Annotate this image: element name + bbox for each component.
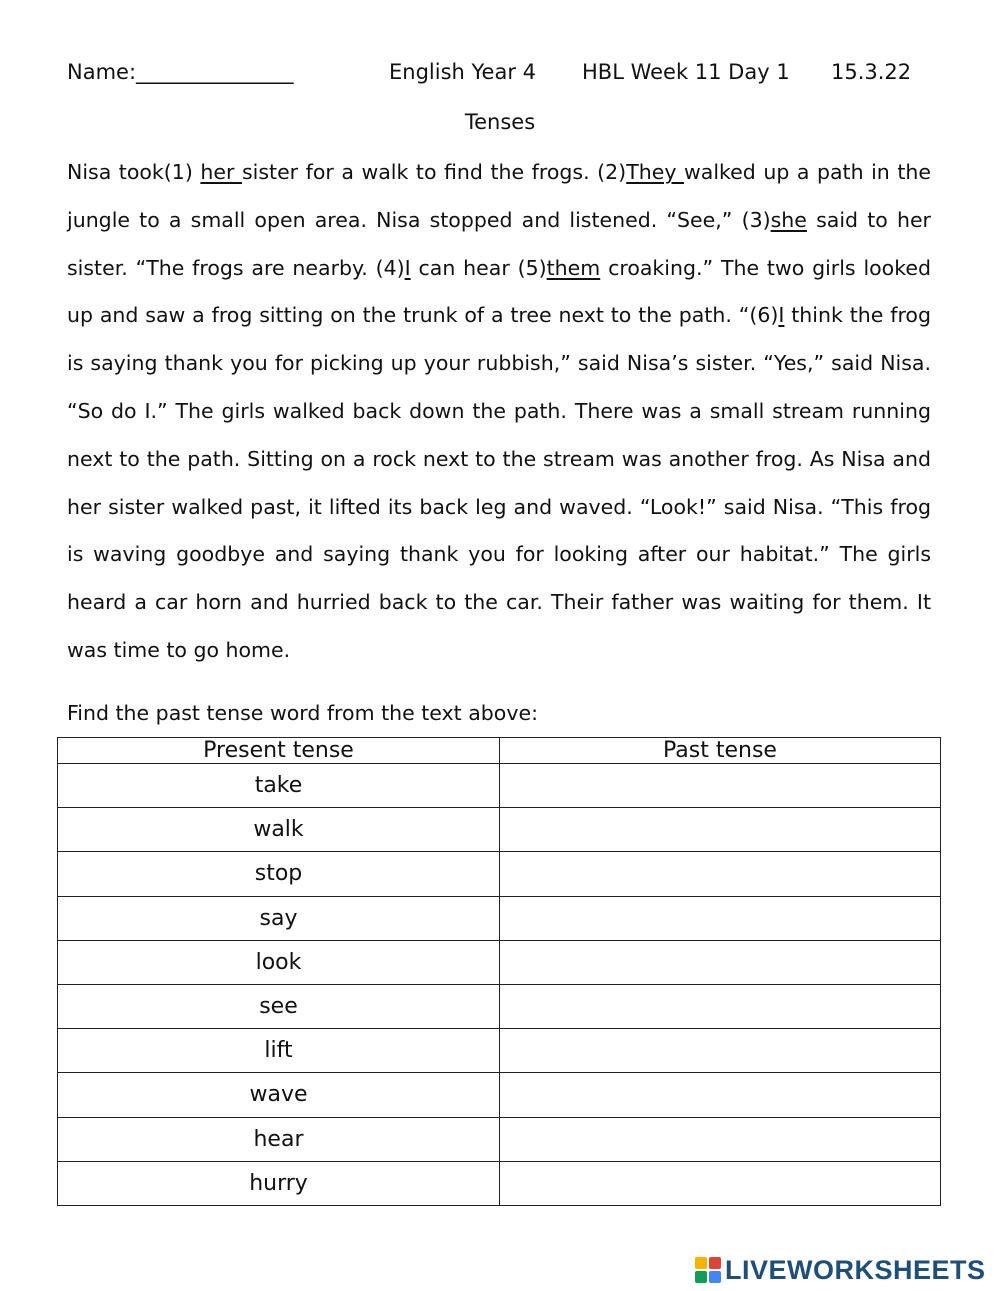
page-title: Tenses — [464, 110, 536, 134]
present-tense-cell: see — [58, 984, 500, 1028]
reading-passage — [67, 149, 931, 675]
present-tense-cell: hurry — [58, 1161, 500, 1205]
past-tense-answer-cell[interactable] — [500, 984, 941, 1028]
table-row — [58, 896, 941, 940]
table-row — [58, 808, 941, 852]
present-tense-cell: lift — [58, 1029, 500, 1073]
underlined-pronoun: she — [770, 207, 807, 232]
logo-block — [709, 1271, 721, 1283]
logo-block — [695, 1271, 707, 1283]
table-row — [58, 852, 941, 896]
logo-text: LIVEWORKSHEETS — [725, 1254, 986, 1285]
passage-text: can hear (5) — [410, 255, 547, 280]
present-tense-cell: stop — [58, 852, 500, 896]
table-row — [58, 1029, 941, 1073]
present-tense-cell: walk — [58, 808, 500, 852]
present-tense-header: Present tense — [58, 738, 500, 764]
passage-text: walked up a path in the jungle to a small open area. Nisa stopped and listened. “See,” (3) — [67, 160, 931, 232]
underlined-pronoun: I — [778, 303, 785, 328]
present-tense-cell: take — [58, 764, 500, 808]
table-row — [58, 1117, 941, 1161]
past-tense-answer-cell[interactable] — [500, 764, 941, 808]
past-tense-answer-cell[interactable] — [500, 852, 941, 896]
passage-text: think the frog is saying thank you for picking up your rubbish,” said Nisa’s sister. “Yes,” said Nisa. “So do I.” The girls walked back down the path. There was a small stream running next to the path. Sitting on a rock next to the stream was another frog. As Nisa and her sister walked past, it lifted its back leg and waved. “Look!” said Nisa. “This frog is waving goodbye and saying thank you for looking after our habitat.” The girls heard a car horn and hurried back to the car. Their father was waiting for them. It was time to go home. — [67, 303, 931, 662]
instruction-text: Find the past tense word from the text above: — [67, 701, 538, 725]
table-row — [58, 1161, 941, 1205]
present-tense-cell: say — [58, 896, 500, 940]
underlined-pronoun: I — [404, 255, 411, 280]
subject-label: English Year 4 — [389, 60, 536, 84]
present-tense-cell: wave — [58, 1073, 500, 1117]
passage-text: Nisa took(1) — [67, 160, 201, 184]
name-field-label: Name:_______________ — [67, 60, 294, 84]
present-tense-cell: hear — [58, 1117, 500, 1161]
passage-text: sister for a walk to find the frogs. (2) — [241, 160, 627, 184]
table-header-row — [58, 738, 941, 764]
passage-text: said to her sister. “The frogs are nearby. (4) — [67, 207, 931, 280]
table-row — [58, 764, 941, 808]
underlined-pronoun: her — [200, 160, 242, 184]
logo-block — [695, 1257, 707, 1269]
table-row — [58, 1073, 941, 1117]
passage-text: croaking.” The two girls looked up and saw a frog sitting on the trunk of a tree next to the path. “(6) — [67, 255, 931, 328]
past-tense-answer-cell[interactable] — [500, 1073, 941, 1117]
present-tense-cell: look — [58, 940, 500, 984]
table-row — [58, 984, 941, 1028]
past-tense-header: Past tense — [500, 738, 941, 764]
tense-table — [57, 737, 941, 1206]
past-tense-answer-cell[interactable] — [500, 1029, 941, 1073]
week-label: HBL Week 11 Day 1 — [582, 60, 790, 84]
past-tense-answer-cell[interactable] — [500, 1117, 941, 1161]
underlined-pronoun: They — [626, 160, 684, 184]
past-tense-answer-cell[interactable] — [500, 896, 941, 940]
past-tense-answer-cell[interactable] — [500, 940, 941, 984]
date-label: 15.3.22 — [831, 60, 912, 84]
past-tense-answer-cell[interactable] — [500, 1161, 941, 1205]
underlined-pronoun: them — [546, 255, 601, 280]
table-row — [58, 940, 941, 984]
past-tense-answer-cell[interactable] — [500, 808, 941, 852]
logo-blocks-icon — [695, 1257, 721, 1283]
liveworksheets-logo — [695, 1255, 986, 1285]
logo-block — [709, 1257, 721, 1269]
